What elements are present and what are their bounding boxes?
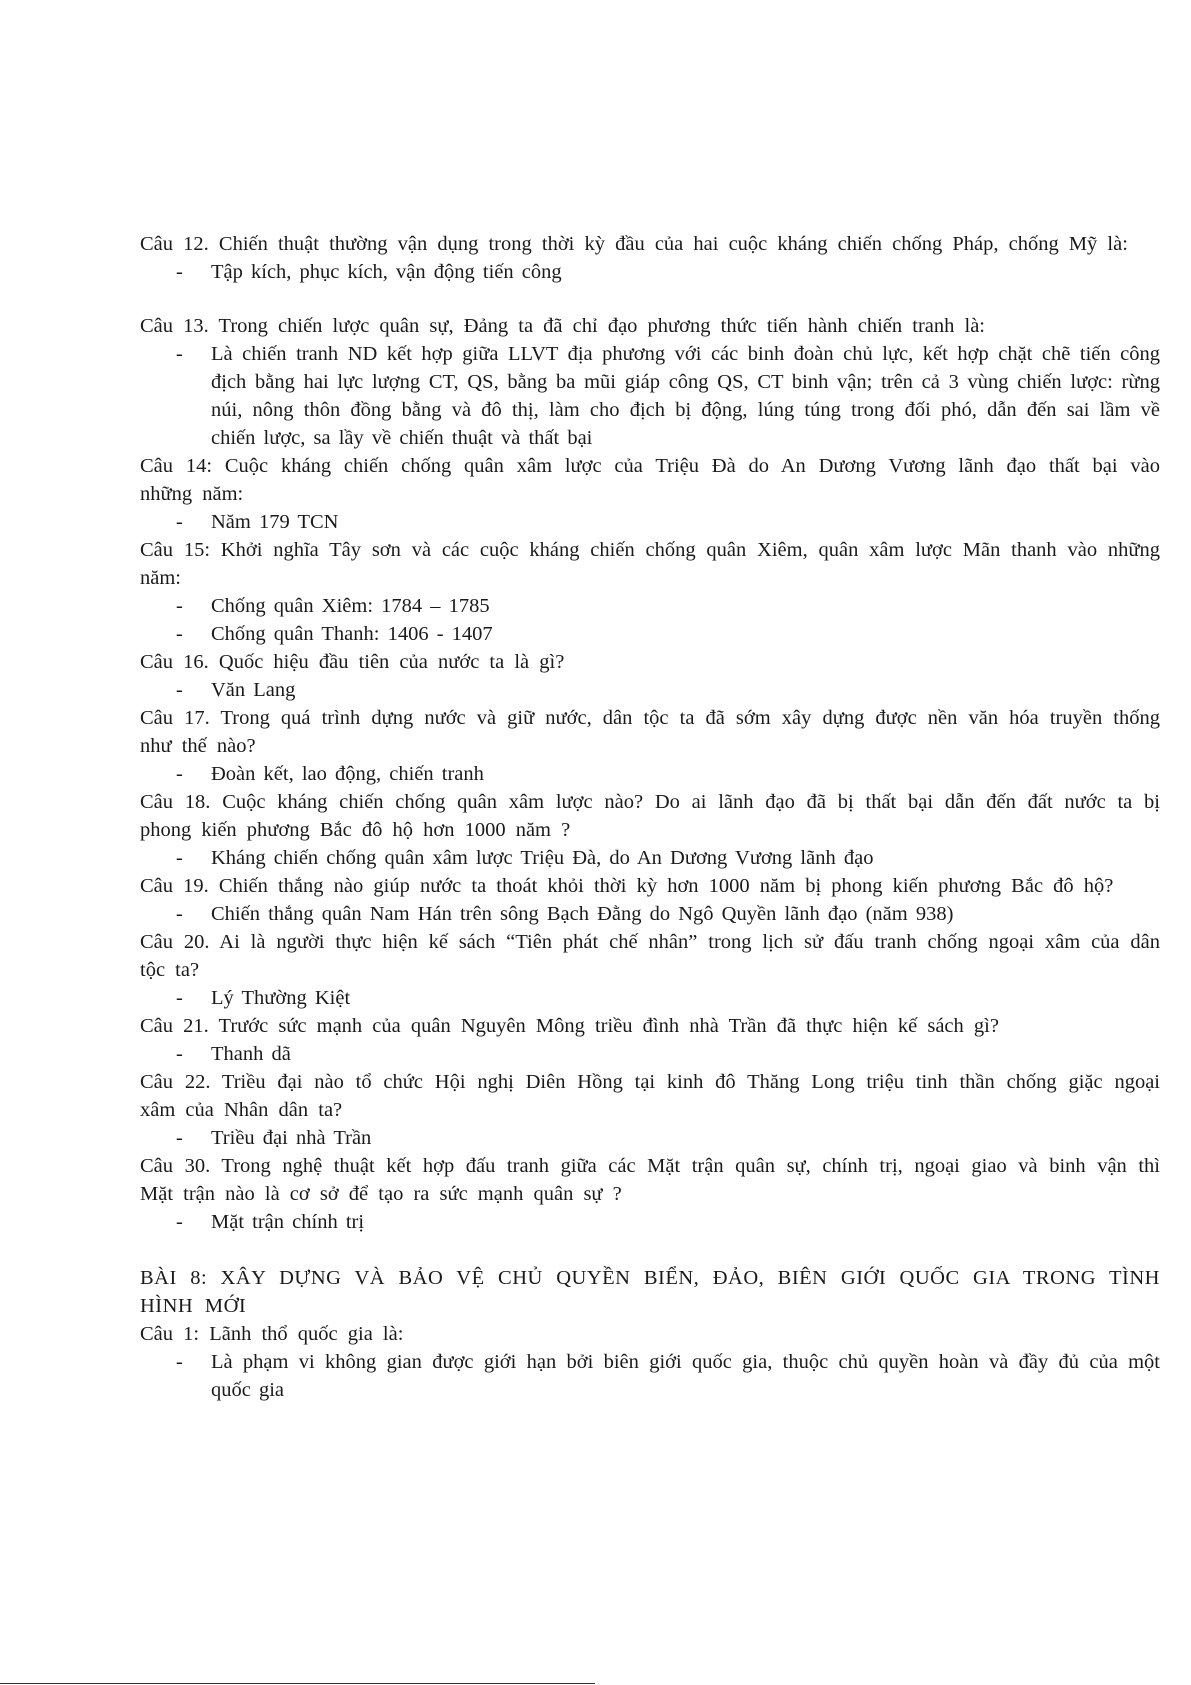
answer-text: Chống quân Xiêm: 1784 – 1785 — [211, 595, 490, 617]
question-14: Câu 14: Cuộc kháng chiến chống quân xâm lược của Triệu Đà do An Dương Vương lãnh đạo thất bại vào những năm: — [140, 455, 1160, 505]
answer-text: Là chiến tranh ND kết hợp giữa LLVT địa phương với các binh đoàn chủ lực, kết hợp chặt chẽ tiến công địch bằng hai lực lượng CT, QS, bằng ba mũi giáp công QS, CT binh vận; trên cả 3 vùng chiến lược: rừng núi, nông thôn đồng bằng và đô thị, làm cho địch bị động, lúng túng trong đối phó, dẫn đến sai lầm về chiến lược, sa lầy về chiến thuật và thất bại — [211, 343, 1160, 449]
bullet-dash: - — [176, 763, 183, 785]
answer-item — [140, 592, 1160, 620]
question-19: Câu 19. Chiến thắng nào giúp nước ta thoát khỏi thời kỳ hơn 1000 năm bị phong kiến phương Bắc đô hộ? — [140, 875, 1114, 897]
bullet-dash: - — [176, 903, 183, 925]
question-17: Câu 17. Trong quá trình dựng nước và giữ nước, dân tộc ta đã sớm xây dựng được nền văn hóa truyền thống như thế nào? — [140, 707, 1160, 757]
document-page — [140, 230, 1160, 1404]
answer-text: Năm 179 TCN — [211, 511, 339, 533]
answer-text: Lý Thường Kiệt — [211, 987, 351, 1009]
question-30: Câu 30. Trong nghệ thuật kết hợp đấu tranh giữa các Mặt trận quân sự, chính trị, ngoại giao và binh vận thì Mặt trận nào là cơ sở để tạo ra sức mạnh quân sự ? — [140, 1155, 1160, 1205]
answer-text: Văn Lang — [211, 679, 296, 701]
answer-text: Đoàn kết, lao động, chiến tranh — [211, 763, 484, 785]
answer-item — [140, 1348, 1160, 1404]
footer-rule — [0, 1683, 595, 1684]
bullet-dash: - — [176, 343, 183, 365]
answer-text: Triều đại nhà Trần — [211, 1127, 372, 1149]
answer-text: Mặt trận chính trị — [211, 1211, 365, 1233]
answer-item — [140, 1124, 1160, 1152]
answer-item — [140, 984, 1160, 1012]
bullet-dash: - — [176, 679, 183, 701]
bullet-dash: - — [176, 847, 183, 869]
answer-item — [140, 620, 1160, 648]
answer-item — [140, 340, 1160, 452]
bullet-dash: - — [176, 987, 183, 1009]
answer-item — [140, 900, 1160, 928]
answer-text: Thanh dã — [211, 1043, 291, 1065]
bullet-dash: - — [176, 511, 183, 533]
answer-text: Kháng chiến chống quân xâm lược Triệu Đà, do An Dương Vương lãnh đạo — [211, 847, 874, 869]
answer-item — [140, 844, 1160, 872]
question-21: Câu 21. Trước sức mạnh của quân Nguyên Mông triều đình nhà Trần đã thực hiện kế sách gì? — [140, 1015, 999, 1037]
question-22: Câu 22. Triều đại nào tổ chức Hội nghị Diên Hồng tại kinh đô Thăng Long triệu tinh thần chống giặc ngoại xâm của Nhân dân ta? — [140, 1071, 1160, 1121]
question-13: Câu 13. Trong chiến lược quân sự, Đảng ta đã chỉ đạo phương thức tiến hành chiến tranh là: — [140, 315, 985, 337]
bullet-dash: - — [176, 261, 183, 283]
question-12: Câu 12. Chiến thuật thường vận dụng trong thời kỳ đầu của hai cuộc kháng chiến chống Pháp, chống Mỹ là: — [140, 233, 1128, 255]
answer-text: Là phạm vi không gian được giới hạn bởi biên giới quốc gia, thuộc chủ quyền hoàn và đầy đủ của một quốc gia — [211, 1351, 1160, 1401]
answer-item — [140, 508, 1160, 536]
spacer — [140, 1236, 1160, 1264]
answer-item — [140, 760, 1160, 788]
answer-item — [140, 676, 1160, 704]
bullet-dash: - — [176, 1127, 183, 1149]
answer-item — [140, 258, 1160, 286]
answer-text: Tập kích, phục kích, vận động tiến công — [211, 261, 562, 283]
bullet-dash: - — [176, 1211, 183, 1233]
question-18: Câu 18. Cuộc kháng chiến chống quân xâm lược nào? Do ai lãnh đạo đã bị thất bại dẫn đến đất nước ta bị phong kiến phương Bắc đô hộ hơn 1000 năm ? — [140, 791, 1160, 841]
spacer — [140, 286, 1160, 312]
section-question-1: Câu 1: Lãnh thổ quốc gia là: — [140, 1323, 404, 1345]
question-15: Câu 15: Khởi nghĩa Tây sơn và các cuộc kháng chiến chống quân Xiêm, quân xâm lược Mãn thanh vào những năm: — [140, 539, 1160, 589]
question-20: Câu 20. Ai là người thực hiện kế sách “Tiên phát chế nhân” trong lịch sử đấu tranh chống ngoại xâm của dân tộc ta? — [140, 931, 1160, 981]
question-16: Câu 16. Quốc hiệu đầu tiên của nước ta là gì? — [140, 651, 565, 673]
bullet-dash: - — [176, 1351, 183, 1373]
bullet-dash: - — [176, 595, 183, 617]
answer-item — [140, 1208, 1160, 1236]
answer-item — [140, 1040, 1160, 1068]
bullet-dash: - — [176, 623, 183, 645]
bullet-dash: - — [176, 1043, 183, 1065]
section-heading: BÀI 8: XÂY DỰNG VÀ BẢO VỆ CHỦ QUYỀN BIỂN, ĐẢO, BIÊN GIỚI QUỐC GIA TRONG TÌNH HÌNH MỚI — [140, 1267, 1160, 1317]
answer-text: Chiến thắng quân Nam Hán trên sông Bạch Đằng do Ngô Quyền lãnh đạo (năm 938) — [211, 903, 954, 925]
answer-text: Chống quân Thanh: 1406 - 1407 — [211, 623, 493, 645]
